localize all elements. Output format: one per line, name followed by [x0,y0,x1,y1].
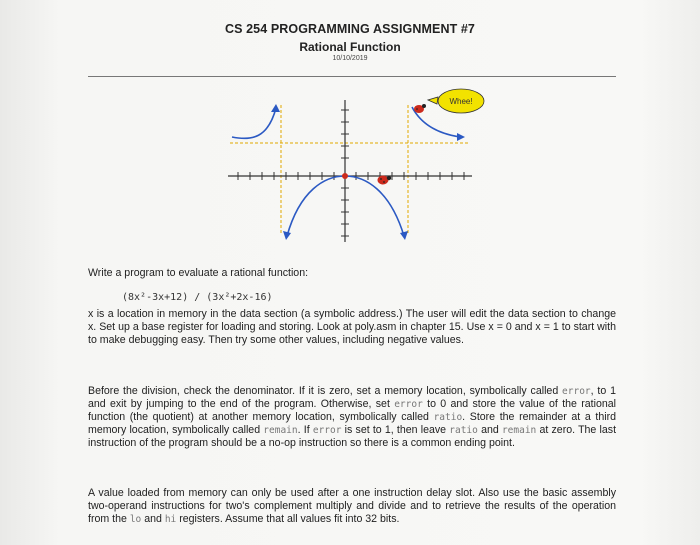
paragraph-variable-x: x is a location in memory in the data section (a symbolic address.) The user will edit the data section to change x. Set up a base register for loading and storing. Look at poly.asm in chapter 15. Use x = 0 and x = 1 to start with to make debugging easy. Then try some other values, including negative values. [88,308,616,346]
speech-bubble [428,89,484,113]
code-remain: remain [501,425,537,436]
arrow-right-end [457,133,465,141]
code-ratio: ratio [449,425,478,436]
speech-bubble-text: Whee! [449,97,473,106]
assignment-subtitle: Rational Function [299,40,401,54]
code-ratio: ratio [433,412,463,423]
origin-dot [342,173,348,179]
intro-text: Write a program to evaluate a rational function: [88,267,309,279]
assignment-date: 10/10/2019 [332,55,368,62]
arrow-middle-right [400,231,408,240]
assignment-title: CS 254 PROGRAMMING ASSIGNMENT #7 [224,22,475,36]
arrow-middle-left [283,231,291,240]
curve-left-branch [232,108,276,138]
code-remain: remain [263,425,298,436]
paragraph-delay-slot: A value loaded from memory can only be used after a one instruction delay slot. Also use the basic assembly two-operand instructions for two's complement multiply and divide and to retrieve the results of the operation from the lo and hi registers. Assume that all values fit into 32 bits. [88,487,616,525]
code-error: error [312,425,342,436]
rational-function-figure [0,0,700,260]
ladybug-icon [378,176,392,185]
paragraph-division-check: Before the division, check the denominator. If it is zero, set a memory location, symbolically called error, to 1 and exit by jumping to the end of the program. Otherwise, set error to 0 and store the value of the rational function (the quotient) at another memory location, symbolically called ratio. Store the remainder at a third memory location, symbolically called remain. If error is set to 1, then leave ratio and remain at zero. The last instruction of the program should be a no-op instruction so there is a common ending point. [88,385,617,449]
rational-formula: (8x²-3x+12) / (3x²+2x-16) [122,292,273,303]
variable-x: x [88,308,94,320]
arrow-left-up [271,104,280,112]
code-error: error [394,399,423,410]
code-error: error [562,386,591,397]
ladybug-icon [414,104,426,113]
code-lo: lo [129,514,142,525]
code-hi: hi [164,514,177,525]
